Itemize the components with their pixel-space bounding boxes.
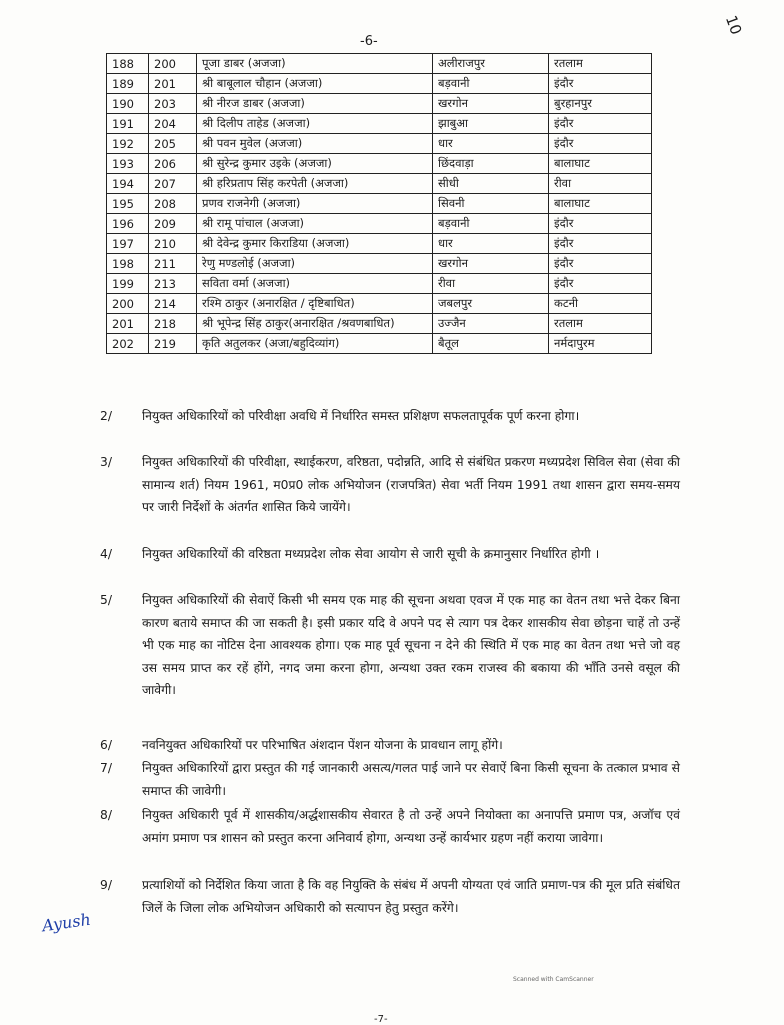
serial-number-cell: 197	[107, 234, 149, 254]
officer-name-cell: श्री पवन मुवेल (अजजा)	[197, 134, 433, 154]
serial-number-cell: 199	[107, 274, 149, 294]
posting-district-cell: इंदौर	[549, 214, 652, 234]
handwritten-signature: Ayush	[40, 909, 92, 936]
posting-district-cell: इंदौर	[549, 274, 652, 294]
condition-text: नवनियुक्त अधिकारियों पर परिभाषित अंशदान पेंशन योजना के प्रावधान लागू होंगे।	[142, 738, 503, 752]
condition-number: 3/	[100, 455, 112, 469]
table-row	[107, 254, 652, 274]
serial-number-cell: 200	[107, 294, 149, 314]
home-district-cell: सिवनी	[433, 194, 549, 214]
scanner-watermark: Scanned with CamScanner	[513, 976, 594, 983]
merit-number-cell: 218	[149, 314, 197, 334]
officer-name-cell: पूजा डाबर (अजजा)	[197, 54, 433, 74]
condition-paragraph	[100, 405, 680, 428]
condition-text: प्रत्याशियों को निर्देशित किया जाता है कि वह नियुक्ति के संबंध में अपनी योग्यता एवं जाति प्रमाण-पत्र की मूल प्रति संबंधित जिलें के जिला लोक अभियोजन अधिकारी को सत्यापन हेतु प्रस्तुत करेंगे।	[142, 878, 680, 915]
merit-number-cell: 214	[149, 294, 197, 314]
table-row	[107, 334, 652, 354]
officer-name-cell: श्री हरिप्रताप सिंह करपेती (अजजा)	[197, 174, 433, 194]
merit-number-cell: 209	[149, 214, 197, 234]
home-district-cell: छिंदवाड़ा	[433, 154, 549, 174]
officer-name-cell: सविता वर्मा (अजजा)	[197, 274, 433, 294]
merit-number-cell: 219	[149, 334, 197, 354]
posting-district-cell: नर्मदापुरम	[549, 334, 652, 354]
officer-name-cell: श्री नीरज डाबर (अजजा)	[197, 94, 433, 114]
next-page-mark: -7-	[374, 1014, 388, 1025]
posting-district-cell: इंदौर	[549, 134, 652, 154]
merit-number-cell: 207	[149, 174, 197, 194]
table-row	[107, 74, 652, 94]
merit-number-cell: 210	[149, 234, 197, 254]
condition-number: 6/	[100, 738, 112, 752]
table-row	[107, 234, 652, 254]
condition-paragraph	[100, 451, 680, 519]
condition-paragraph	[100, 543, 680, 566]
condition-paragraph	[100, 757, 680, 802]
serial-number-cell: 195	[107, 194, 149, 214]
appointment-table	[106, 53, 652, 354]
condition-text: नियुक्त अधिकारियों की सेवाऐं किसी भी समय एक माह की सूचना अथवा एवज में एक माह का वेतन तथा भत्ते देकर बिना कारण बताये समाप्त की जा सकती है। इसी प्रकार यदि वे अपने पद से त्याग पत्र देकर शासकीय सेवा छोड़ना चाहें तो उन्हें भी एक माह का नोटिस देना आवश्यक होगा। एक माह पूर्व सूचना न देने की स्थिति में एक माह का वेतन तथा भत्ते जो वह उस समय प्राप्त कर रहें होंगे, नगद जमा करना होगा, अन्यथा उक्त रकम राजस्व की बकाया की भाँति उनसे वसूल की जावेगी।	[142, 593, 680, 697]
home-district-cell: सीधी	[433, 174, 549, 194]
serial-number-cell: 198	[107, 254, 149, 274]
officer-name-cell: रेणु मण्डलोई (अजजा)	[197, 254, 433, 274]
merit-number-cell: 204	[149, 114, 197, 134]
serial-number-cell: 189	[107, 74, 149, 94]
condition-number: 4/	[100, 547, 112, 561]
appointment-table-body	[107, 54, 652, 354]
home-district-cell: धार	[433, 134, 549, 154]
table-row	[107, 274, 652, 294]
condition-number: 5/	[100, 593, 112, 607]
condition-paragraph	[100, 734, 680, 757]
posting-district-cell: बालाघाट	[549, 194, 652, 214]
home-district-cell: बड़वानी	[433, 214, 549, 234]
posting-district-cell: इंदौर	[549, 254, 652, 274]
home-district-cell: खरगोन	[433, 94, 549, 114]
merit-number-cell: 205	[149, 134, 197, 154]
merit-number-cell: 200	[149, 54, 197, 74]
serial-number-cell: 196	[107, 214, 149, 234]
condition-paragraph	[100, 804, 680, 849]
condition-text: नियुक्त अधिकारियों की परिवीक्षा, स्थाईकरण, वरिष्ठता, पदोन्नति, आदि से संबंधित प्रकरण मध्यप्रदेश सिविल सेवा (सेवा की सामान्य शर्त) नियम 1961, म0प्र0 लोक अभियोजन (राजपत्रित) सेवा भर्ती नियम 1991 तथा शासन द्वारा समय-समय पर जारी निर्देशों के अंतर्गत शासित किये जायेंगे।	[142, 455, 680, 514]
posting-district-cell: बुरहानपुर	[549, 94, 652, 114]
table-row	[107, 294, 652, 314]
table-row	[107, 174, 652, 194]
home-district-cell: जबलपुर	[433, 294, 549, 314]
posting-district-cell: इंदौर	[549, 74, 652, 94]
officer-name-cell: श्री देवेन्द्र कुमार किराडिया (अजजा)	[197, 234, 433, 254]
home-district-cell: खरगोन	[433, 254, 549, 274]
posting-district-cell: रीवा	[549, 174, 652, 194]
officer-name-cell: कृति अतुलकर (अजा/बहुदिव्यांग)	[197, 334, 433, 354]
page-number: -6-	[360, 34, 378, 49]
merit-number-cell: 203	[149, 94, 197, 114]
table-row	[107, 54, 652, 74]
condition-paragraph	[100, 874, 680, 919]
serial-number-cell: 188	[107, 54, 149, 74]
posting-district-cell: इंदौर	[549, 234, 652, 254]
posting-district-cell: कटनी	[549, 294, 652, 314]
condition-number: 8/	[100, 808, 112, 822]
merit-number-cell: 211	[149, 254, 197, 274]
serial-number-cell: 193	[107, 154, 149, 174]
officer-name-cell: प्रणव राजनेगी (अजजा)	[197, 194, 433, 214]
table-row	[107, 94, 652, 114]
posting-district-cell: बालाघाट	[549, 154, 652, 174]
merit-number-cell: 201	[149, 74, 197, 94]
serial-number-cell: 201	[107, 314, 149, 334]
table-row	[107, 114, 652, 134]
home-district-cell: अलीराजपुर	[433, 54, 549, 74]
officer-name-cell: श्री भूपेन्द्र सिंह ठाकुर(अनारक्षित /श्रवणबाधित)	[197, 314, 433, 334]
serial-number-cell: 194	[107, 174, 149, 194]
merit-number-cell: 213	[149, 274, 197, 294]
table-row	[107, 214, 652, 234]
officer-name-cell: श्री बाबूलाल चौहान (अजजा)	[197, 74, 433, 94]
home-district-cell: उज्जैन	[433, 314, 549, 334]
officer-name-cell: रश्मि ठाकुर (अनारक्षित / दृष्टिबाधित)	[197, 294, 433, 314]
condition-text: नियुक्त अधिकारी पूर्व में शासकीय/अर्द्धशासकीय सेवारत है तो उन्हें अपने नियोक्ता का अनापत्ति प्रमाण पत्र, अजॉच एवं अमांग प्रमाण पत्र शासन को प्रस्तुत करना अनिवार्य होगा, अन्यथा उन्हें कार्यभार ग्रहण नहीं कराया जावेगा।	[142, 808, 680, 845]
condition-text: नियुक्त अधिकारियों को परिवीक्षा अवधि में निर्धारित समस्त प्रशिक्षण सफलतापूर्वक पूर्ण करना होगा।	[142, 409, 580, 423]
officer-name-cell: श्री रामू पांचाल (अजजा)	[197, 214, 433, 234]
condition-paragraph	[100, 589, 680, 702]
home-district-cell: धार	[433, 234, 549, 254]
home-district-cell: झाबुआ	[433, 114, 549, 134]
condition-number: 9/	[100, 878, 112, 892]
home-district-cell: रीवा	[433, 274, 549, 294]
condition-number: 2/	[100, 409, 112, 423]
home-district-cell: बैतूल	[433, 334, 549, 354]
posting-district-cell: रतलाम	[549, 314, 652, 334]
posting-district-cell: इंदौर	[549, 114, 652, 134]
table-row	[107, 194, 652, 214]
condition-number: 7/	[100, 761, 112, 775]
condition-text: नियुक्त अधिकारियों की वरिष्ठता मध्यप्रदेश लोक सेवा आयोग से जारी सूची के क्रमानुसार निर्धारित होगी ।	[142, 547, 600, 561]
table-row	[107, 154, 652, 174]
serial-number-cell: 190	[107, 94, 149, 114]
serial-number-cell: 202	[107, 334, 149, 354]
table-row	[107, 134, 652, 154]
condition-text: नियुक्त अधिकारियों द्वारा प्रस्तुत की गई जानकारी असत्य/गलत पाई जाने पर सेवाऐं बिना किसी सूचना के तत्काल प्रभाव से समाप्त की जावेगी।	[142, 761, 680, 798]
posting-district-cell: रतलाम	[549, 54, 652, 74]
merit-number-cell: 208	[149, 194, 197, 214]
serial-number-cell: 192	[107, 134, 149, 154]
home-district-cell: बड़वानी	[433, 74, 549, 94]
corner-handwritten-mark: 10	[721, 12, 746, 38]
table-row	[107, 314, 652, 334]
merit-number-cell: 206	[149, 154, 197, 174]
serial-number-cell: 191	[107, 114, 149, 134]
officer-name-cell: श्री सुरेन्द्र कुमार उइके (अजजा)	[197, 154, 433, 174]
officer-name-cell: श्री दिलीप ताहेड (अजजा)	[197, 114, 433, 134]
